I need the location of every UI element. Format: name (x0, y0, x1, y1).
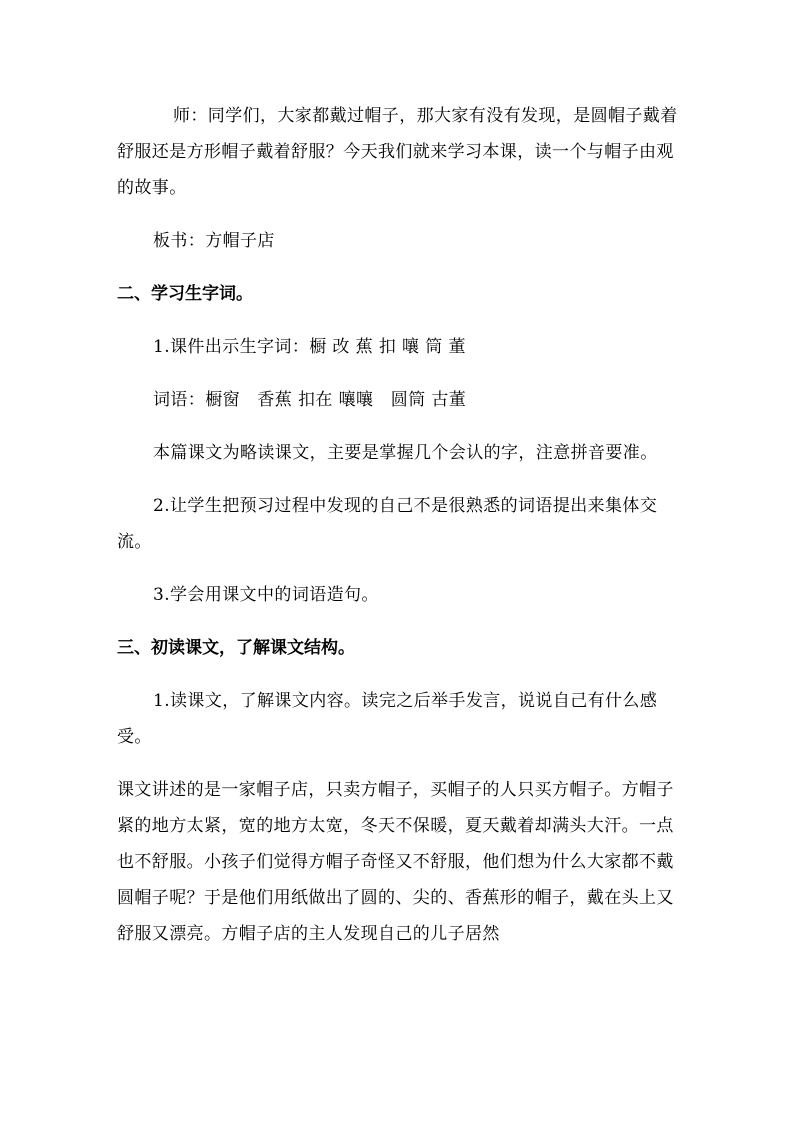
section-heading-vocabulary: 二、学习生字词。 (117, 284, 253, 304)
summary-paragraph: 课文讲述的是一家帽子店，只卖方帽子，买帽子的人只买方帽子。方帽子紧的地方太紧，宽的地方太宽，冬天不保暖，夏天戴着却满头大汗。一点也不舒服。小孩子们觉得方帽子奇怪又不舒服，他们想为什么大家都不戴圆帽子呢？于是他们用纸做出了圆的、尖的、香蕉形的帽子，戴在头上又舒服又漂亮。方帽子店的主人发现自己的儿子居然 (117, 780, 674, 944)
exchange-paragraph: 2.让学生把预习过程中发现的自己不是很熟悉的词语提出来集体交流。 (117, 496, 658, 552)
document-body (117, 98, 687, 969)
sentence-making-paragraph: 3.学会用课文中的词语造句。 (153, 585, 379, 605)
dialogue-paragraph: 师：同学们，大家都戴过帽子，那大家有没有发现，是圆帽子戴着舒服还是方形帽子戴着舒服？今天我们就来学习本课，读一个与帽子由观的故事。 (117, 106, 678, 198)
words-paragraph: 词语：橱窗 香蕉 扣在 嚷嚷 圆筒 古董 (153, 390, 467, 410)
board-writing-paragraph: 板书：方帽子店 (153, 231, 275, 251)
section-heading-structure: 三、初读课文，了解课文结构。 (117, 638, 355, 658)
new-characters-paragraph: 1.课件出示生字词：橱 改 蕉 扣 嚷 筒 董 (153, 337, 466, 357)
reading-note-paragraph: 本篇课文为略读课文，主要是掌握几个会认的字，注意拼音要准。 (153, 443, 658, 463)
read-text-paragraph: 1.读课文，了解课文内容。读完之后举手发言，说说自己有什么感受。 (117, 691, 658, 747)
